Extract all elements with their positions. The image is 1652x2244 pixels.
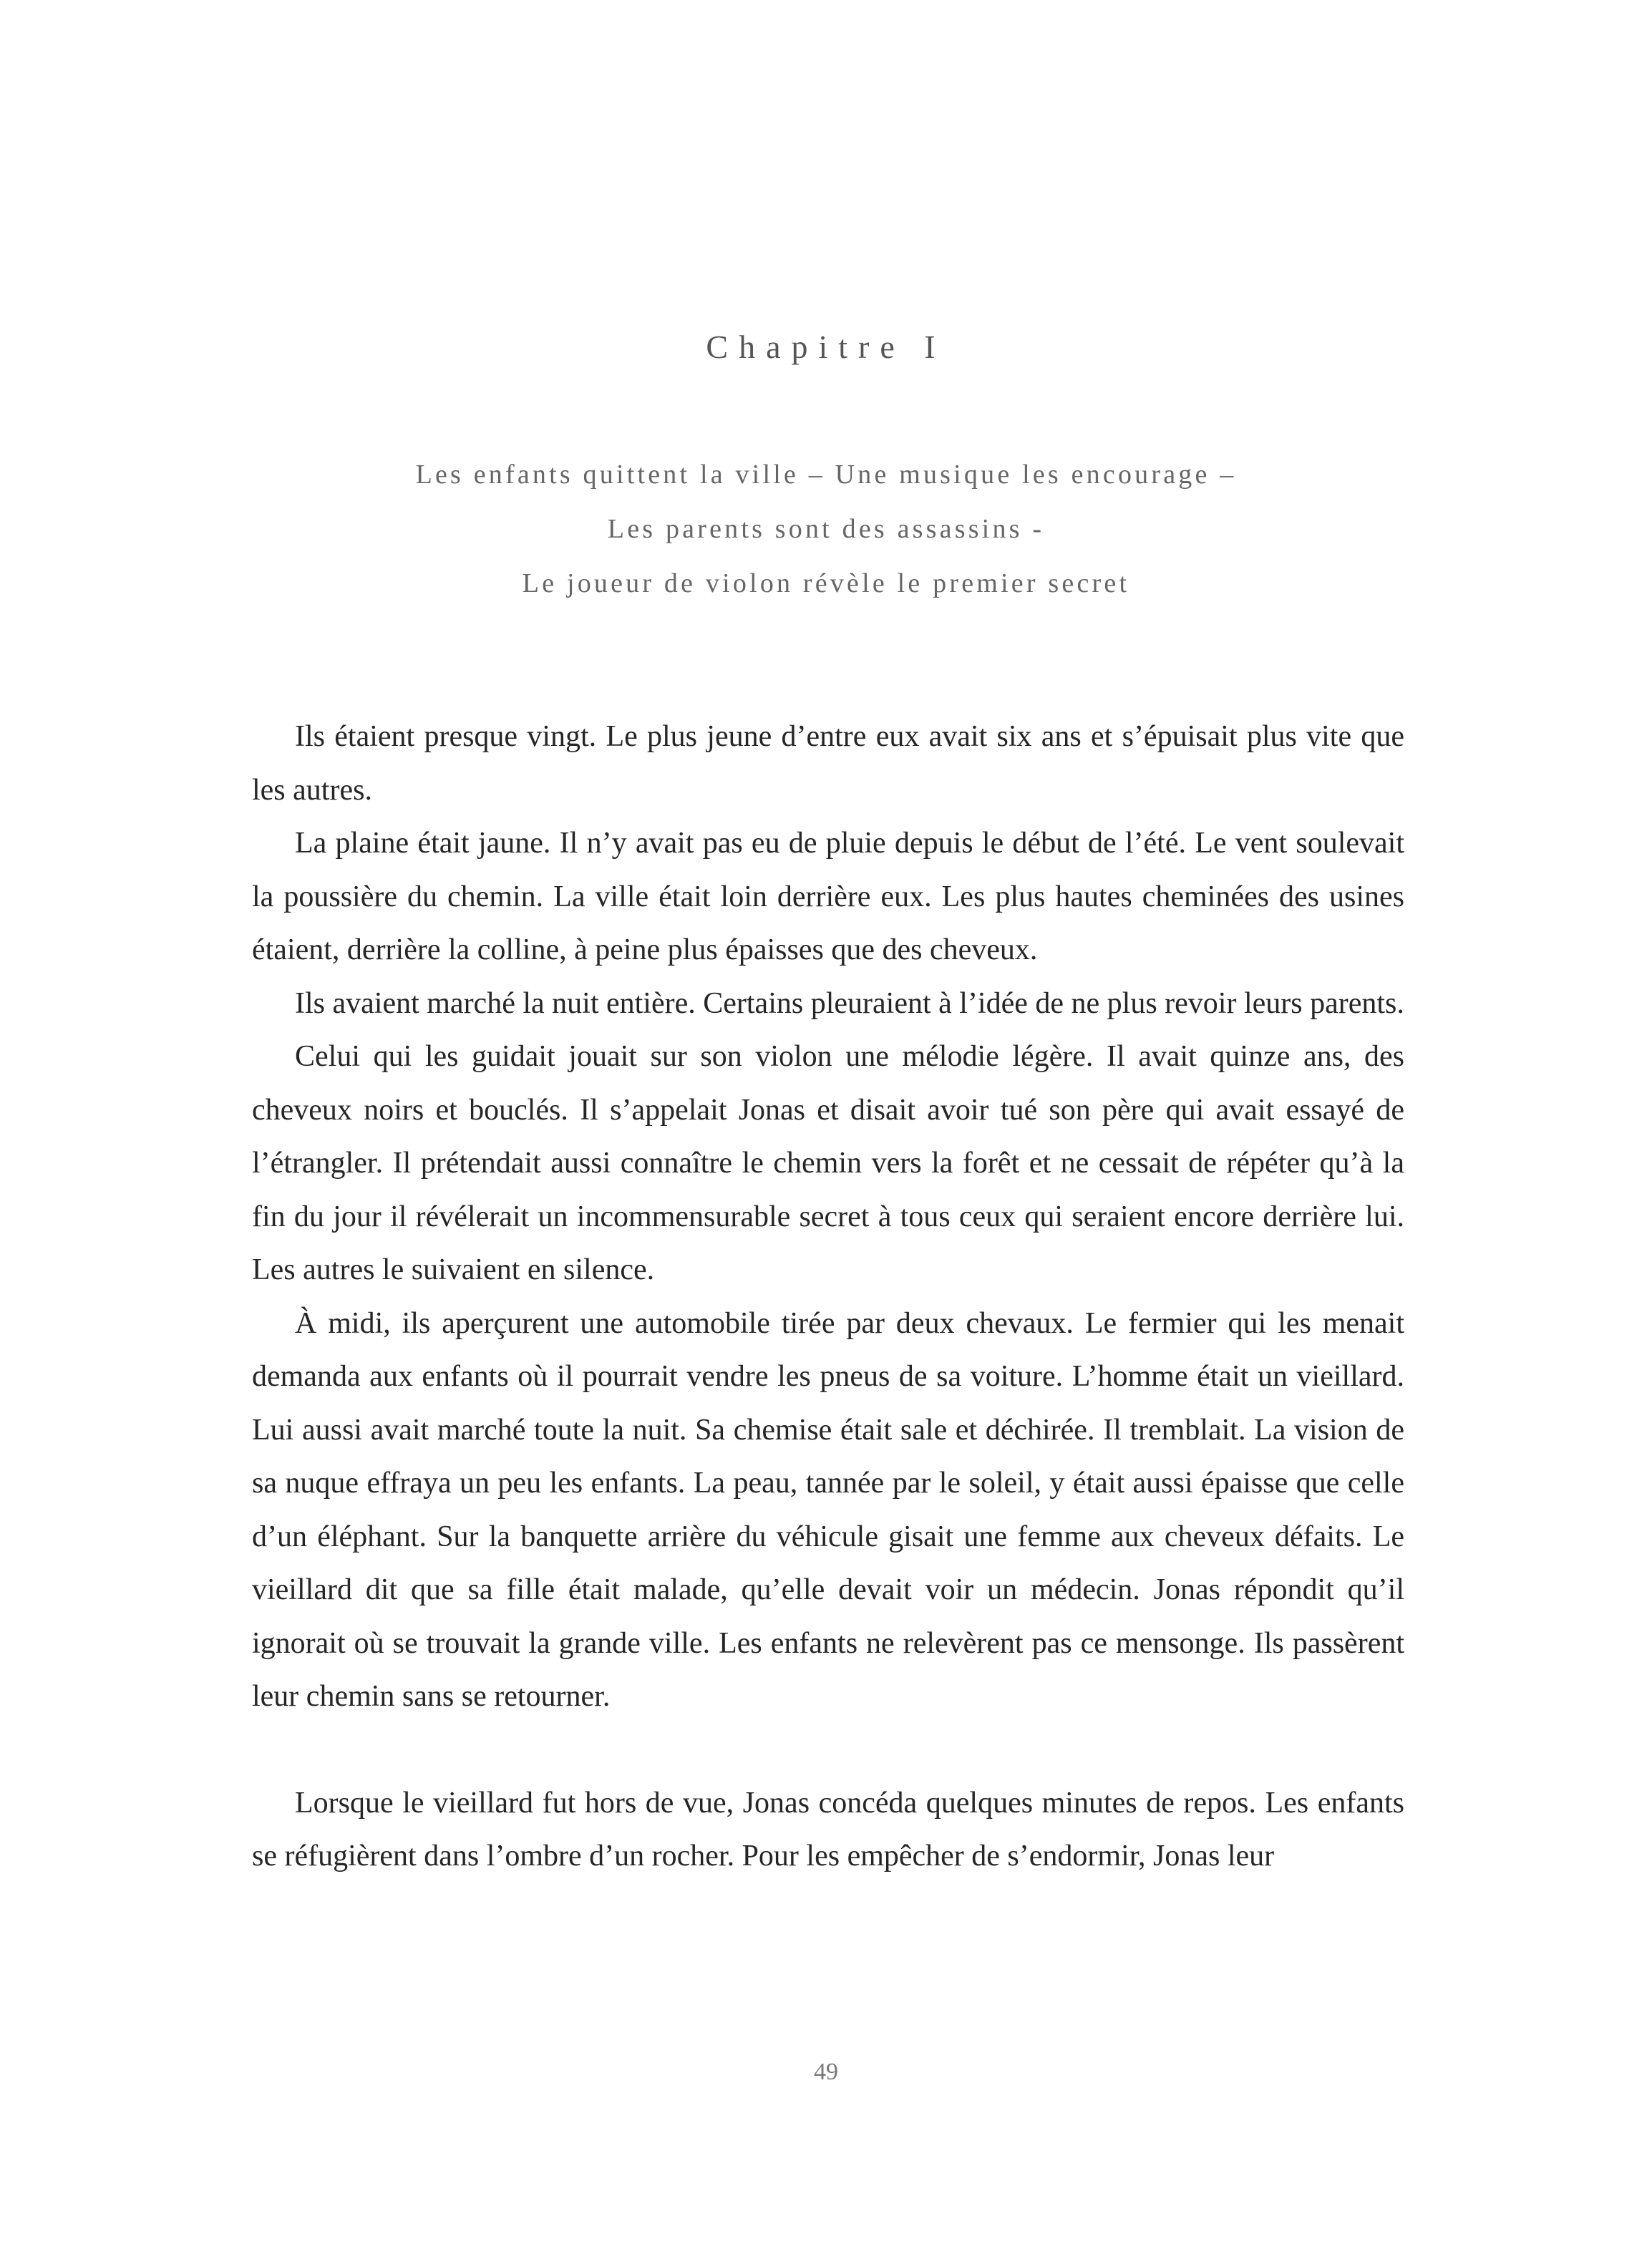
paragraph: Ils avaient marché la nuit entière. Certains pleuraient à l’idée de ne plus revoir leurs parents. <box>295 986 1404 1020</box>
paragraph: Celui qui les guidait jouait sur son violon une mélodie légère. Il avait quinze ans, des cheveux noirs et bouclés. Il s’appelait Jonas et disait avoir tué son père qui avait essayé de l’étrangler. Il prétendait aussi connaître le chemin vers la forêt et ne cessait de répéter qu’à la fin du jour il révélerait un incommensurable secret à tous ceux qui seraient encore derrière lui. Les autres le suivaient en silence. <box>252 1040 1404 1286</box>
paragraph: La plaine était jaune. Il n’y avait pas eu de pluie depuis le début de l’été. Le vent soulevait la poussière du chemin. La ville était loin derrière eux. Les plus hautes cheminées des usines étaient, derrière la colline, à peine plus épaisses que des cheveux. <box>252 827 1404 966</box>
paragraph: À midi, ils aperçurent une automobile tirée par deux chevaux. Le fermier qui les menait demanda aux enfants où il pourrait vendre les pneus de sa voiture. L’homme était un vieillard. Lui aussi avait marché toute la nuit. Sa chemise était sale et déchirée. Il tremblait. La vision de sa nuque effraya un peu les enfants. La peau, tannée par le soleil, y était aussi épaisse que celle d’un éléphant. Sur la banquette arrière du véhicule gisait une femme aux cheveux défaits. Le vieillard dit que sa fille était malade, qu’elle devait voir un médecin. Jonas répondit qu’il ignorait où se trouvait la grande ville. Les enfants ne relevèrent pas ce mensonge. Ils passèrent leur chemin sans se retourner. <box>252 1306 1404 1713</box>
paragraph: Ils étaient presque vingt. Le plus jeune d’entre eux avait six ans et s’épuisait plus vite que les autres. <box>252 720 1404 807</box>
chapter-body <box>252 710 1404 1883</box>
summary-line: Les parents sont des assassins - <box>607 514 1045 544</box>
page-number: 49 <box>814 2059 838 2085</box>
chapter-summary <box>0 447 1652 611</box>
paragraph: Lorsque le vieillard fut hors de vue, Jonas concéda quelques minutes de repos. Les enfants se réfugièrent dans l’ombre d’un rocher. Pour les empêcher de s’endormir, Jonas leur <box>252 1786 1404 1873</box>
summary-line: Les enfants quittent la ville – Une musique les encourage – <box>415 460 1237 490</box>
chapter-title: Chapitre I <box>706 329 946 365</box>
summary-line: Le joueur de violon révèle le premier secret <box>522 568 1130 598</box>
